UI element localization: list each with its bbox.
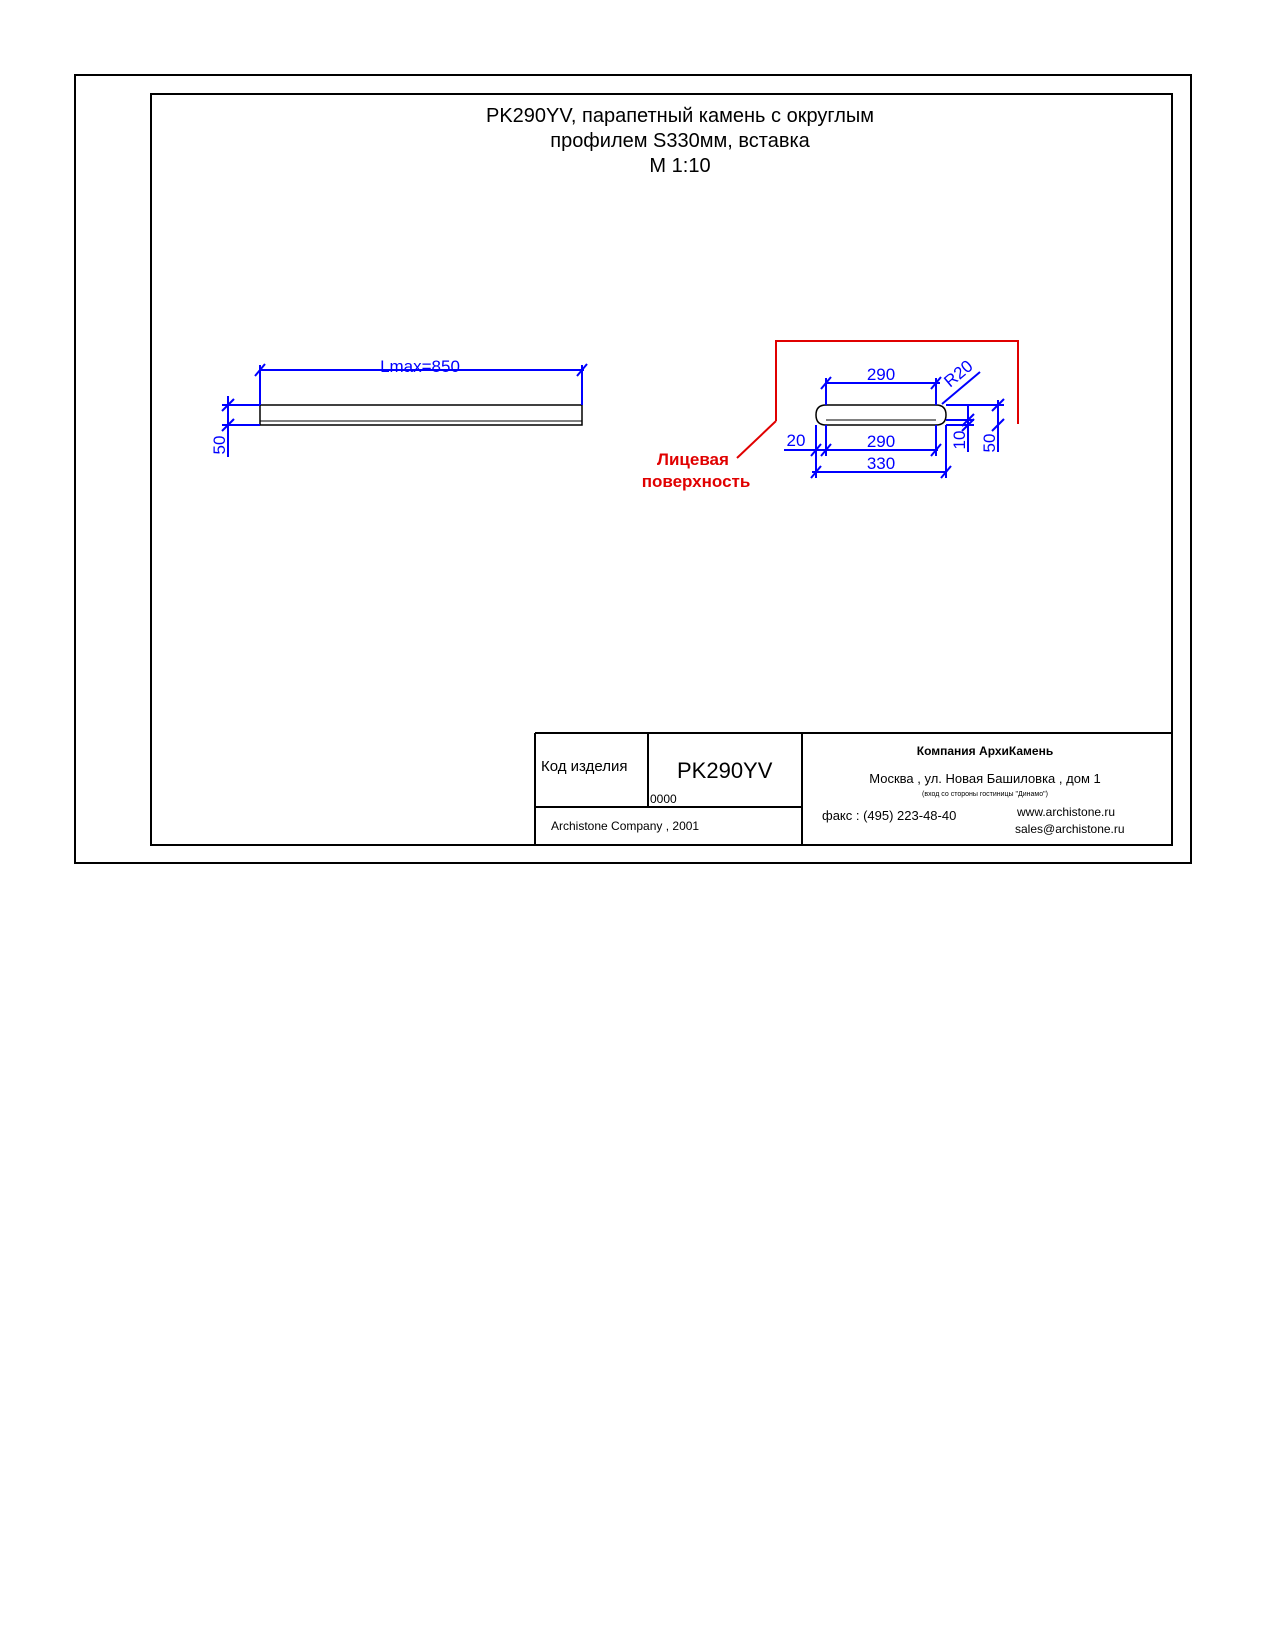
top-width-label: 290 bbox=[866, 365, 896, 384]
face-surface-leader bbox=[737, 421, 776, 458]
address-note: (вход со стороны гостиницы "Динамо") bbox=[922, 791, 1048, 798]
side-view bbox=[210, 357, 587, 457]
email-link[interactable]: sales@archistone.ru bbox=[1015, 822, 1125, 836]
product-code-label: Код изделия bbox=[541, 758, 628, 775]
length-label: Lmax=850 bbox=[380, 357, 460, 376]
side-view-stone bbox=[260, 405, 582, 425]
section-view bbox=[642, 341, 1018, 491]
face-label-line-1: Лицевая bbox=[657, 450, 729, 469]
groove-height-label: 10 bbox=[950, 430, 969, 450]
side-height-label: 50 bbox=[210, 435, 229, 455]
product-code: PK290YV bbox=[677, 758, 773, 783]
section-profile bbox=[816, 405, 946, 425]
overhang-label: 20 bbox=[786, 431, 806, 450]
bottom-width-label: 290 bbox=[866, 432, 896, 451]
company-name: Компания АрхиКамень bbox=[916, 744, 1054, 758]
total-width-label: 330 bbox=[866, 454, 896, 473]
section-height-label: 50 bbox=[980, 433, 999, 453]
face-label-line-2: поверхность bbox=[641, 472, 751, 491]
title-line-3: M 1:10 bbox=[649, 155, 711, 177]
copyright: Archistone Company , 2001 bbox=[551, 819, 700, 833]
fax-number: факс : (495) 223-48-40 bbox=[822, 808, 957, 823]
drawing-number: 0000 bbox=[650, 792, 677, 806]
title-line-2: профилем S330мм, вставка bbox=[550, 130, 810, 152]
radius-label: R20 bbox=[940, 356, 977, 392]
website-link[interactable]: www.archistone.ru bbox=[1017, 805, 1116, 819]
company-address: Москва , ул. Новая Башиловка , дом 1 bbox=[869, 771, 1101, 786]
title-line-1: PK290YV, парапетный камень с округлым bbox=[486, 105, 874, 127]
